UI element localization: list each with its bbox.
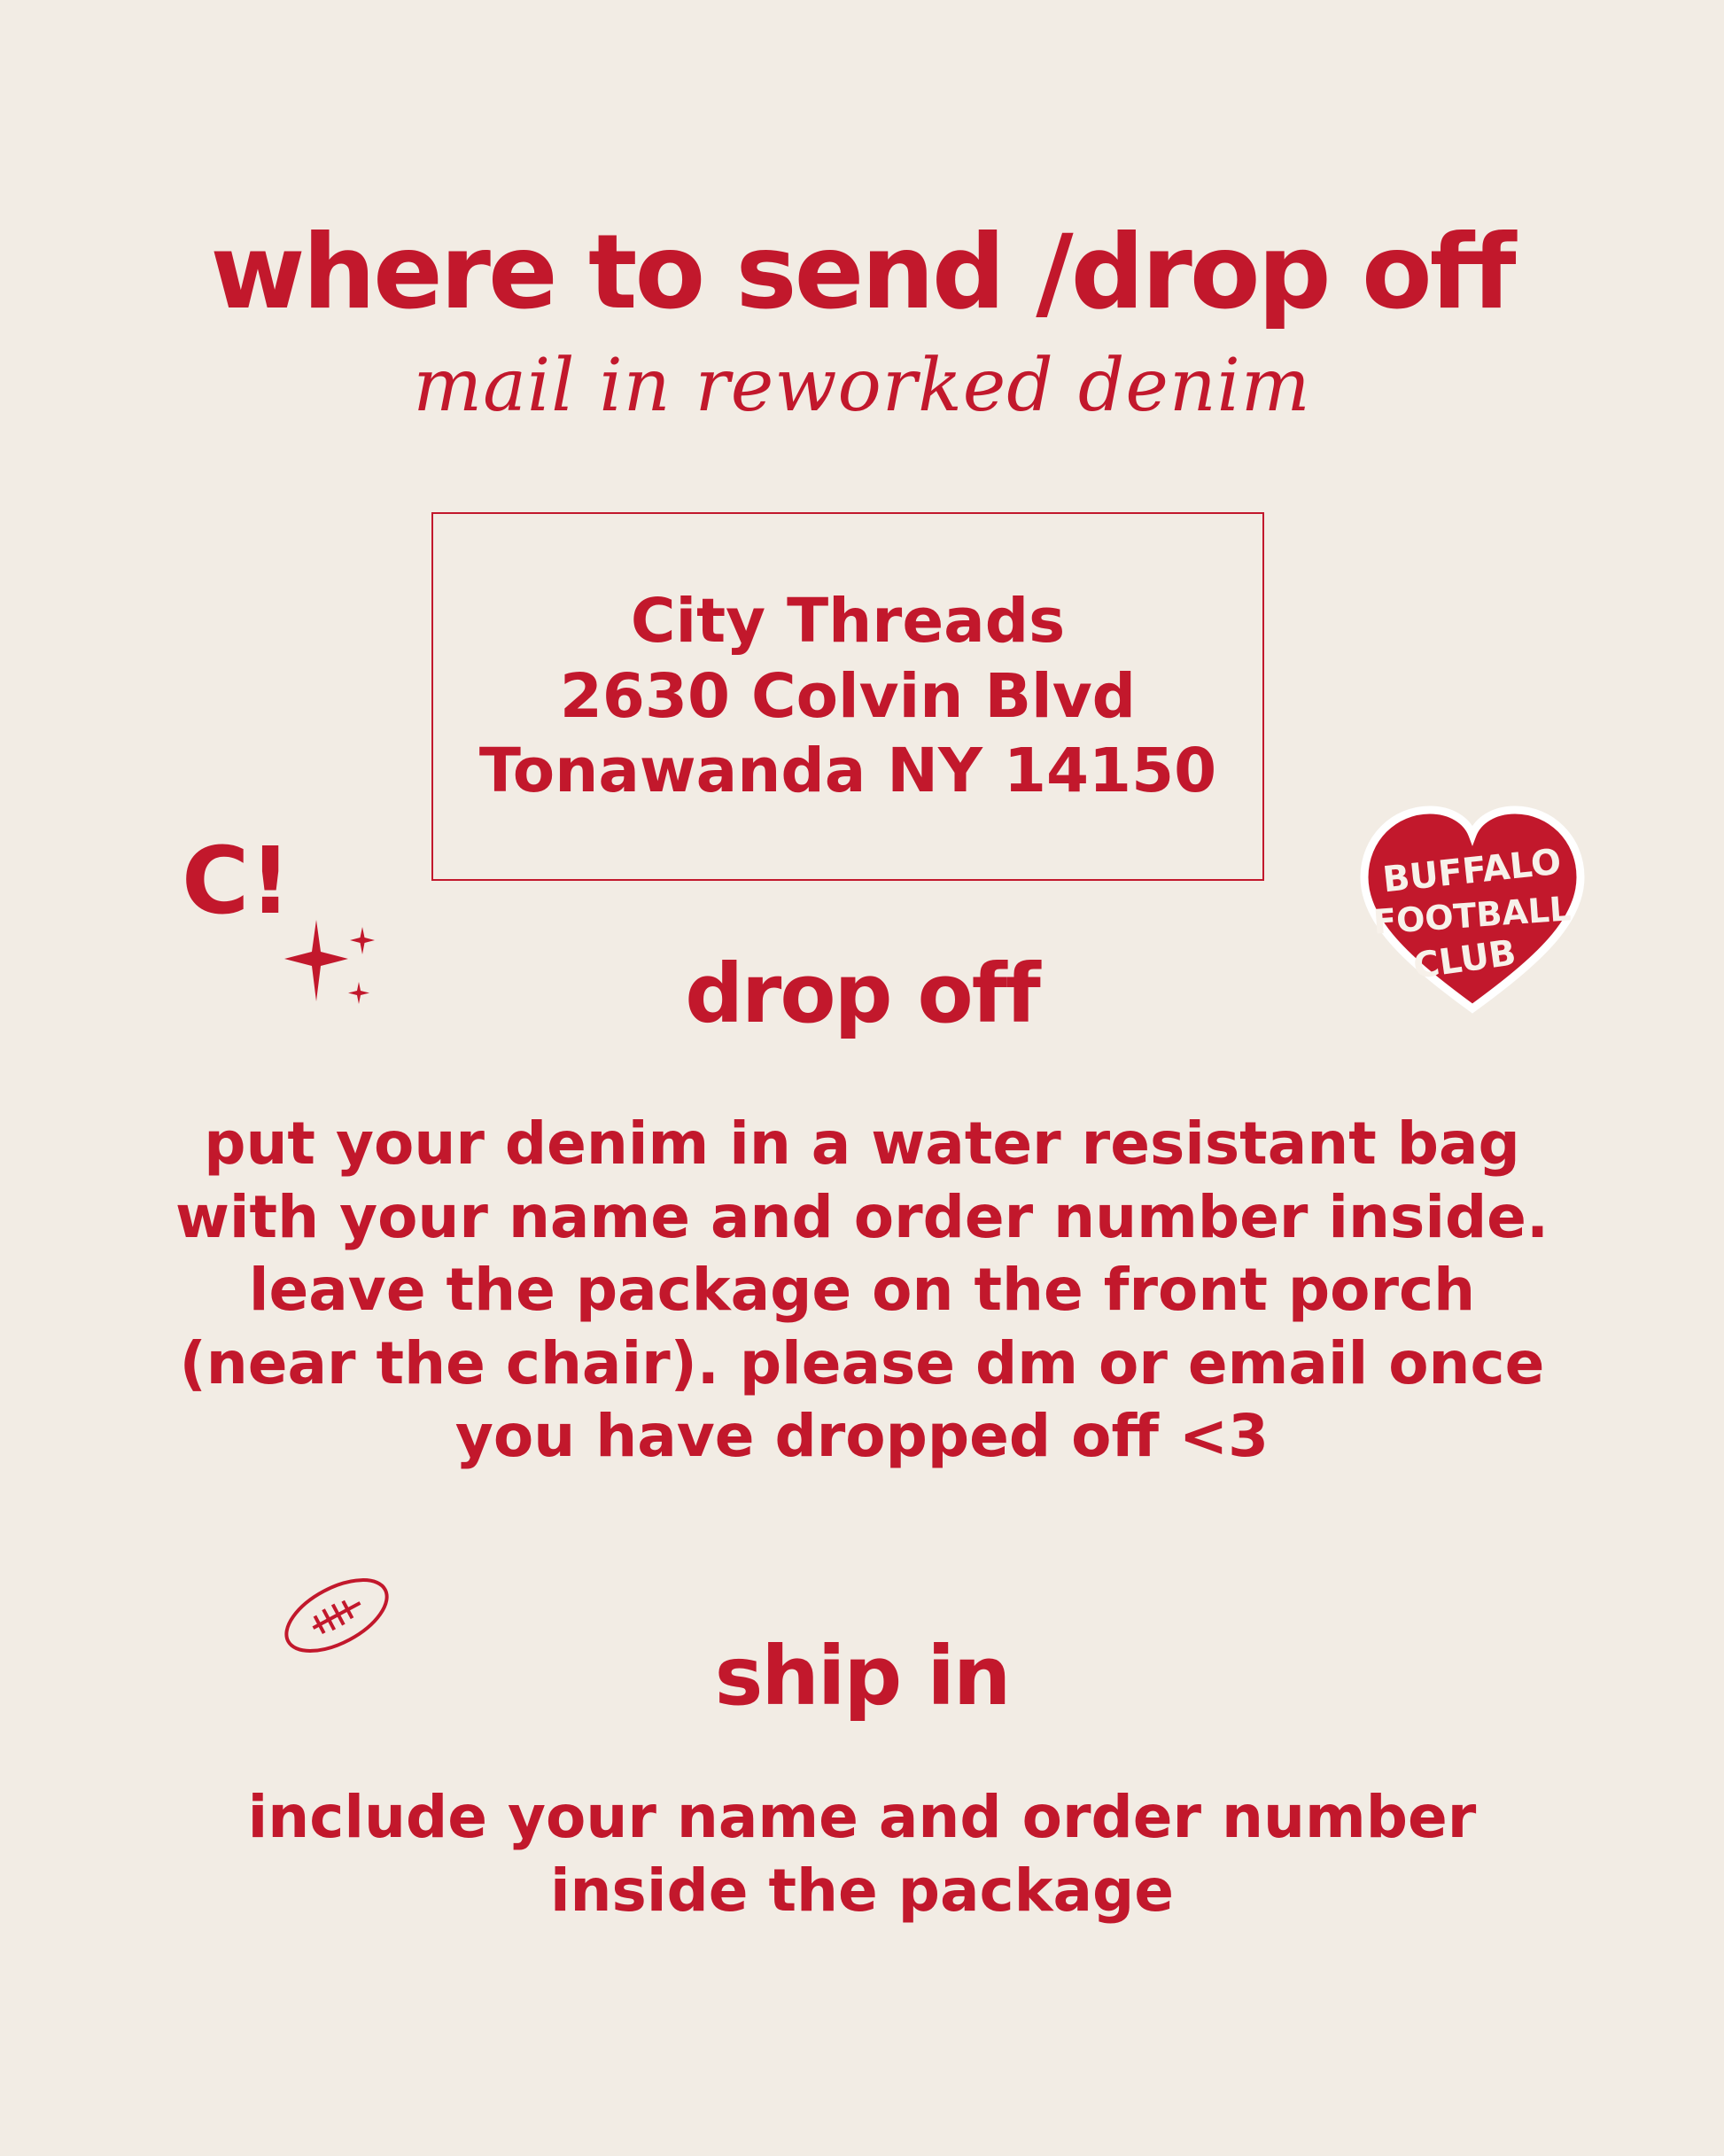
address-line-1: City Threads (630, 585, 1066, 657)
address-box (431, 512, 1264, 881)
section-title-drop-off: drop off (685, 946, 1039, 1041)
c-exclamation-mark-icon: C! (182, 827, 291, 935)
page-subtitle: mail in reworked denim (413, 344, 1311, 428)
svg-text:BUFFALO: BUFFALO (1380, 841, 1564, 901)
section-body-drop-off: put your denim in a water resistant bag with your name and order number inside. leave the package on the front porch (near the chair). please dm or email once you have dropped off <3 (175, 1109, 1549, 1470)
address-line-2: 2630 Colvin Blvd (559, 660, 1137, 732)
address-line-3: Tonawanda NY 14150 (478, 736, 1217, 807)
section-body-ship-in: include your name and order number inside the package (247, 1783, 1477, 1925)
page-title: where to send /drop off (210, 213, 1514, 332)
section-title-ship-in: ship in (714, 1629, 1010, 1724)
svg-text:FOOTBALL: FOOTBALL (1371, 889, 1573, 942)
svg-text:CLUB: CLUB (1410, 932, 1519, 987)
